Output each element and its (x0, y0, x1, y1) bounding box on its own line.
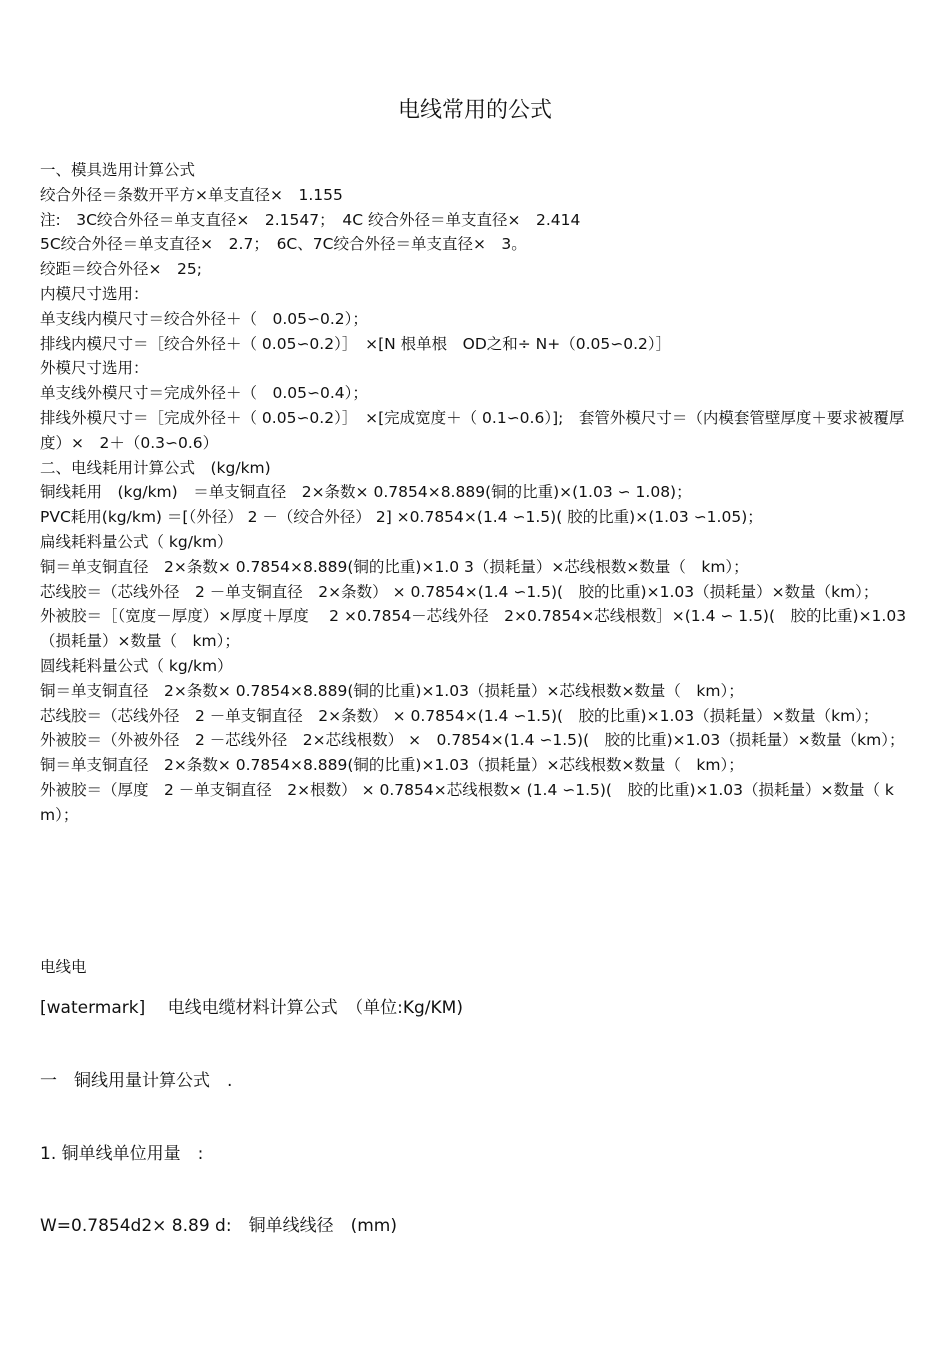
text-line: 铜＝单支铜直径 2×条数× 0.7854×8.889(铜的比重)×1.0 3（损耗量）×芯线根数×数量（ km）； (40, 557, 749, 576)
text-line: 绞合外径＝条数开平方×单支直径× 1.155 (40, 185, 343, 204)
text-line: 排线内模尺寸＝［绞合外径＋（ 0.05∽0.2）］ ×[N 根单根 OD之和÷ N+（0.05∽0.2）］ (40, 334, 672, 353)
text-line: 外被胶＝［（宽度－厚度）×厚度＋厚度 2 ×0.7854－芯线外径 2×0.7854×芯线根数］×(1.4 ∽ 1.5)( 胶的比重)×1.03（损耗量）×数量（ km）； (40, 607, 907, 651)
text-line: 单支线外模尺寸＝完成外径＋（ 0.05∽0.4）； (40, 384, 368, 403)
text-line: 芯线胶＝（芯线外径 2 －单支铜直径 2×条数） × 0.7854×(1.4 ∽1.5)( 胶的比重)×1.03（损耗量）×数量（km）； (40, 582, 879, 601)
subtitle: [watermark] 电线电缆材料计算公式 （单位:Kg/KM) (40, 998, 463, 1018)
text-line: 绞距＝绞合外径× 25; (40, 260, 202, 279)
text-line: 5C绞合外径＝单支直径× 2.7； 6C、7C绞合外径＝单支直径× 3。 (40, 235, 527, 254)
text-line: 内模尺寸选用： (40, 284, 149, 303)
text-line: 外被胶＝（厚度 2 －单支铜直径 2×根数） × 0.7854×芯线根数× (1.4 ∽1.5)( 胶的比重)×1.03（损耗量）×数量（ km）； (40, 780, 894, 824)
text-line: 电线电 (40, 958, 87, 976)
text-line: 外模尺寸选用： (40, 359, 149, 378)
text-line: PVC耗用(kg/km) ＝[（外径） 2 －（绞合外径） 2] ×0.7854×(1.4 ∽1.5)( 胶的比重)×(1.03 ∽1.05)； (40, 508, 763, 527)
text-line: 铜＝单支铜直径 2×条数× 0.7854×8.889(铜的比重)×1.03（损耗量）×芯线根数×数量（ km）； (40, 756, 744, 775)
text-line: 铜＝单支铜直径 2×条数× 0.7854×8.889(铜的比重)×1.03（损耗量）×芯线根数×数量（ km）； (40, 681, 744, 700)
formula-line: W=0.7854d2× 8.89 d: 铜单线线径 (mm) (40, 1216, 397, 1236)
section-heading: 二、电线耗用计算公式 (kg/km) (40, 458, 271, 477)
section-heading: 一 铜线用量计算公式 . (40, 1071, 233, 1091)
text-line: 单支线内模尺寸＝绞合外径＋（ 0.05∽0.2）； (40, 309, 368, 328)
text-line: 圆线耗料量公式（ kg/km） (40, 656, 233, 675)
formula-section (40, 158, 908, 828)
text-line: 铜线耗用 (kg/km) ＝单支铜直径 2×条数× 0.7854×8.889(铜的比重)×(1.03 ∽ 1.08)； (40, 483, 692, 502)
text-line: 芯线胶＝（芯线外径 2 －单支铜直径 2×条数） × 0.7854×(1.4 ∽1.5)( 胶的比重)×1.03（损耗量）×数量（km）； (40, 706, 879, 725)
text-line: 外被胶＝（外被外径 2 －芯线外径 2×芯线根数） × 0.7854×(1.4 ∽1.5)( 胶的比重)×1.03（损耗量）×数量（km）； (40, 731, 905, 750)
subsection-heading: 1. 铜单线单位用量 : (40, 1144, 204, 1164)
section-heading: 一、模具选用计算公式 (40, 161, 196, 179)
text-line: 排线外模尺寸＝［完成外径＋（ 0.05∽0.2）］ ×[完成宽度＋（ 0.1∽0.6）]; 套管外模尺寸＝（内模套管壁厚度＋要求被覆厚度）× 2＋（0.3∽0.6） (40, 408, 905, 452)
text-line: 扁线耗料量公式（ kg/km） (40, 532, 233, 551)
document-title: 电线常用的公式 (397, 98, 552, 123)
text-line: 注: 3C绞合外径＝单支直径× 2.1547； 4C 绞合外径＝单支直径× 2.414 (40, 210, 581, 229)
